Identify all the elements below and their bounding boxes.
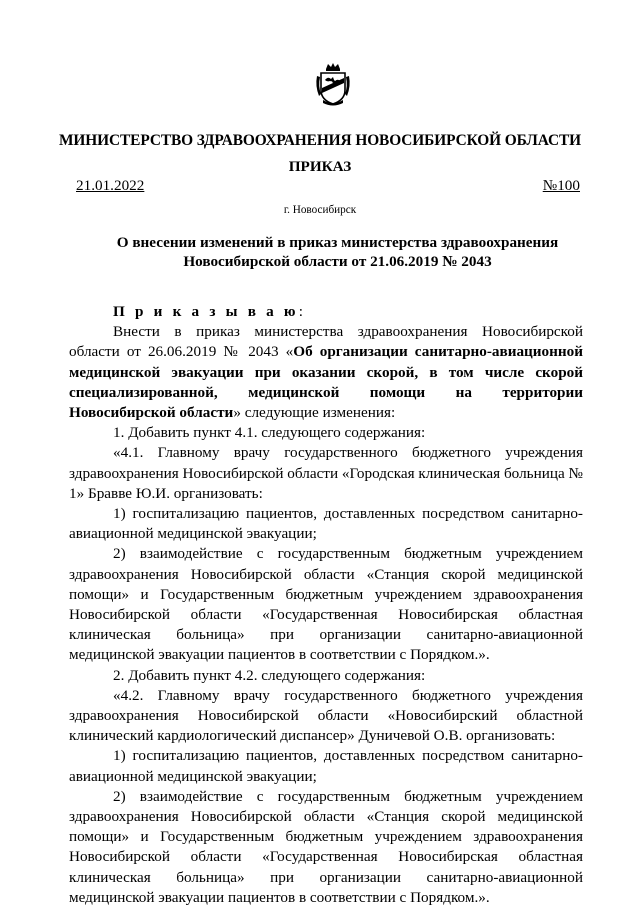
order-word: П р и к а з ы в а ю (113, 303, 299, 320)
novosibirsk-coat-of-arms-icon (315, 62, 351, 106)
document-type: ПРИКАЗ (288, 158, 352, 175)
ministry-name: МИНИСТЕРСТВО ЗДРАВООХРАНЕНИЯ НОВОСИБИРСКОЙ ОБЛАСТИ (58, 132, 582, 149)
paragraph-1-item-2: 2) взаимодействие с государственным бюджетным учреждением здравоохранения Новосибирской области «Станция скорой медицинской помощи» и Государственным бюджетным учреждением здравоохранения Новосибирской области «Государственная Новосибирская областная клиническая больница» при организации санитарно-авиационной медицинской эвакуации пациентов в соответствии с Порядком.». (69, 545, 583, 664)
paragraph-2-text: «4.2. Главному врачу государственного бюджетного учреждения здравоохранения Новосибирской области «Новосибирский областной клинический кардиологический диспансер» Дуничевой О.В. организовать: (69, 686, 583, 745)
paragraph-1-text: «4.1. Главному врачу государственного бюджетного учреждения здравоохранения Новосибирской области «Городская клиническая больница № 1» Бравве Ю.И. организовать: (69, 444, 583, 502)
paragraph-1-item-1: 1) госпитализацию пациентов, доставленных посредством санитарно-авиационной медицинской эвакуации; (69, 505, 583, 543)
paragraph-2-item-1: 1) госпитализацию пациентов, доставленных посредством санитарно-авиационной медицинской эвакуации; (69, 747, 583, 785)
intro-text-bold: Об организации санитарно-авиационной медицинской эвакуации при оказании скорой, в том числе скорой специализированной, медицинской помощи на территории Новосибирской области (69, 343, 583, 422)
intro-text-post: » следующие изменения: (233, 404, 396, 422)
order-title-line-1: О внесении изменений в приказ министерства здравоохранения (116, 234, 559, 251)
order-city: г. Новосибирск (283, 204, 357, 216)
order-title-line-2: Новосибирской области от 21.06.2019 № 2043 (183, 253, 492, 270)
paragraph-1-heading: 1. Добавить пункт 4.1. следующего содержания: (113, 424, 426, 442)
order-date: 21.01.2022 (76, 177, 145, 194)
order-title (95, 233, 580, 271)
order-word-line (69, 302, 583, 322)
paragraph-2-item-2: 2) взаимодействие с государственным бюджетным учреждением здравоохранения Новосибирской области «Станция скорой медицинской помощи» и Государственным бюджетным учреждением здравоохранения Новосибирской области «Государственная Новосибирская областная клиническая больница» при организации санитарно-авиационной медицинской эвакуации пациентов в соответствии с Порядком.». (69, 787, 583, 905)
order-body (69, 302, 583, 905)
intro-text-pre: Внести в приказ министерства здравоохранения Новосибирской области от 26.06.2019 № 2043 « (69, 323, 583, 361)
order-word-colon: : (298, 303, 303, 320)
paragraph-2-heading: 2. Добавить пункт 4.2. следующего содержания: (113, 666, 426, 684)
order-number: №100 (542, 177, 580, 194)
intro-paragraph (69, 322, 583, 423)
